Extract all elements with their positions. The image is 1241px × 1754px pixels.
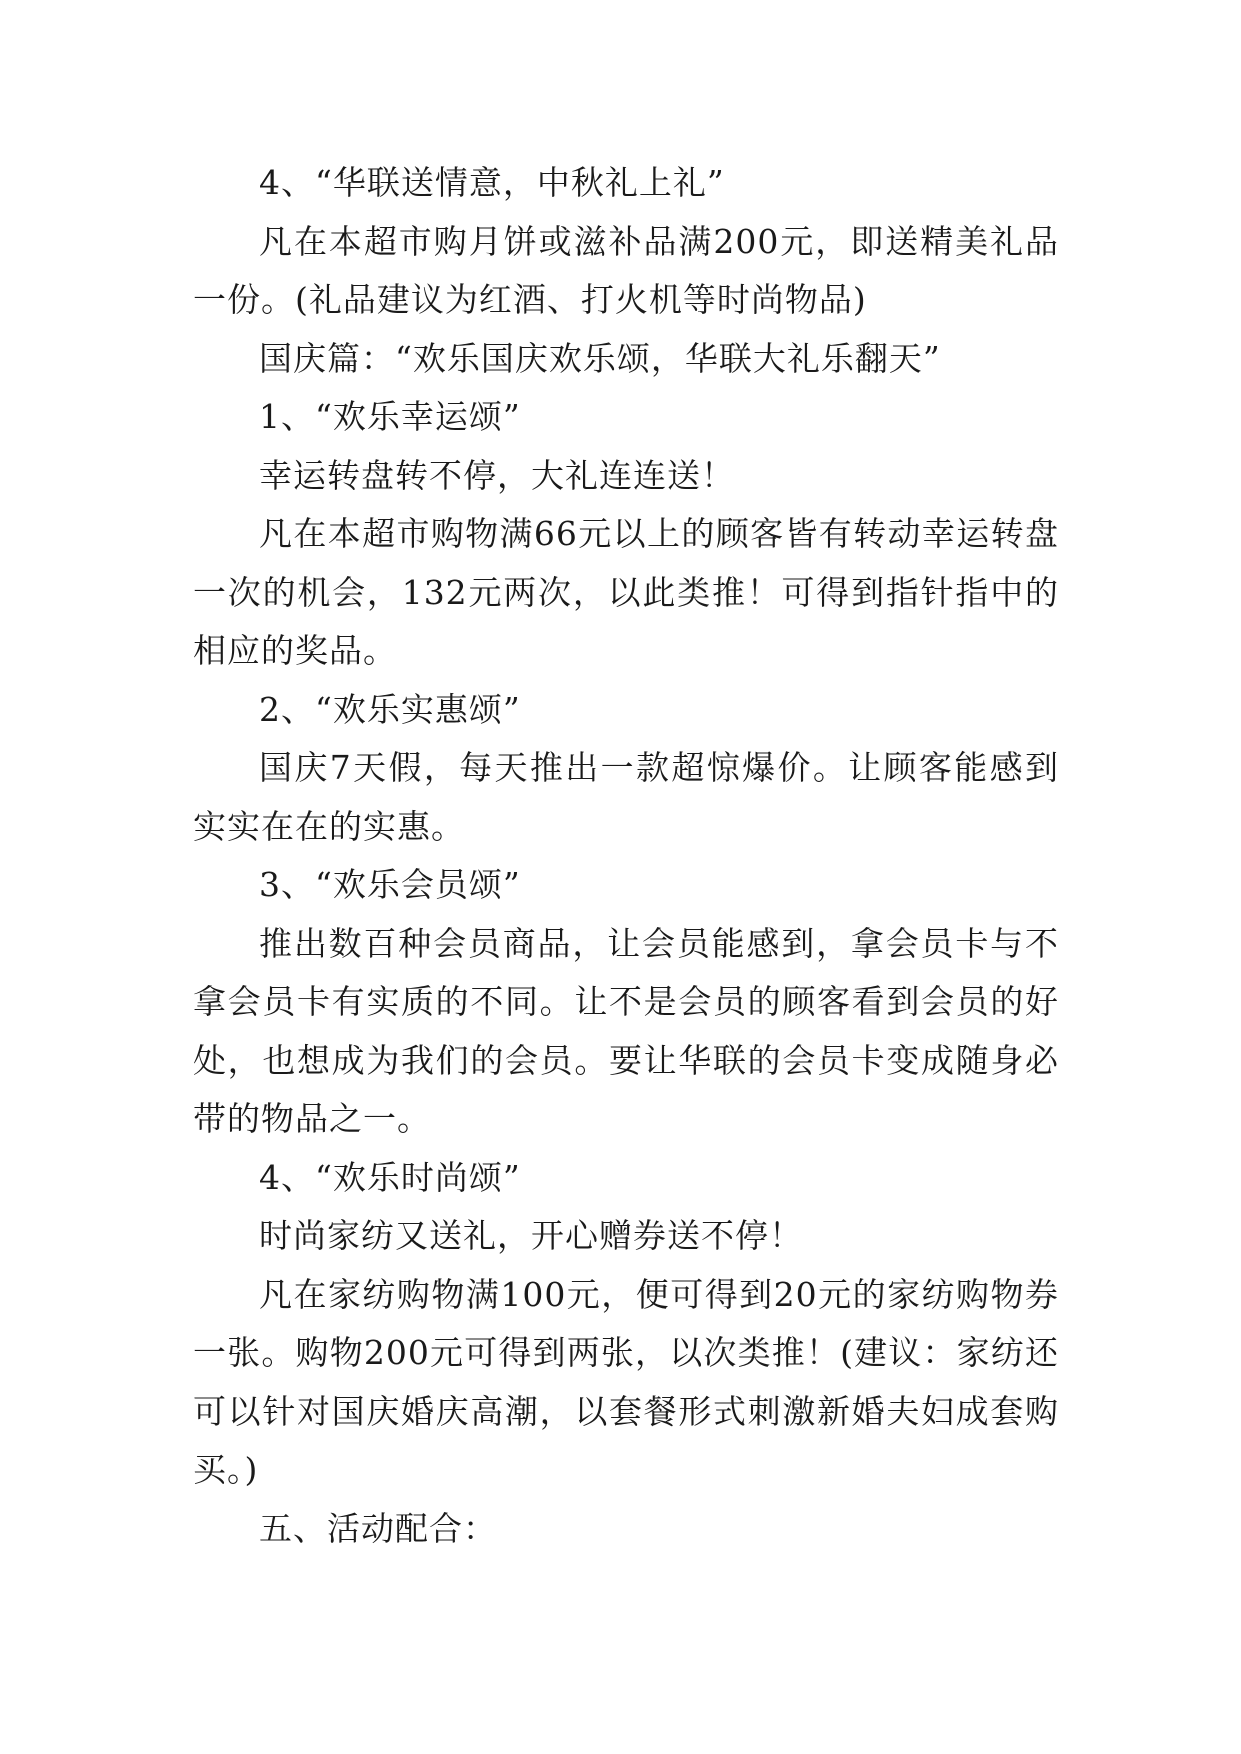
section-heading-mid-autumn-4: 4、“华联送情意，中秋礼上礼” — [259, 163, 725, 202]
section-heading-national-day: 国庆篇：“欢乐国庆欢乐颂，华联大礼乐翻天” — [259, 338, 941, 378]
paragraph-lucky-slogan: 幸运转盘转不停，大礼连连送！ — [259, 455, 735, 495]
paragraph-member-card: 推出数百种会员商品，让会员能感到，拿会员卡与不拿会员卡有实质的不同。让不是会员的顾客看到会员的好处，也想成为我们的会员。要让华联的会员卡变成随身必带的物品之一。 — [193, 923, 1059, 1138]
paragraph-home-textile-coupon: 凡在家纺购物满100元，便可得到20元的家纺购物券一张。购物200元可得到两张，以次类推！(建议：家纺还可以针对国庆婚庆高潮，以套餐形式刺激新婚夫妇成套购买。) — [193, 1274, 1059, 1489]
paragraph-daily-deal: 国庆7天假，每天推出一款超惊爆价。让顾客能感到实实在在的实惠。 — [193, 748, 1059, 846]
section-heading-coordination: 五、活动配合： — [259, 1508, 497, 1548]
section-heading-value: 2、“欢乐实惠颂” — [259, 689, 521, 729]
paragraph-lucky-wheel: 凡在本超市购物满66元以上的顾客皆有转动幸运转盘一次的机会，132元两次，以此类推！可得到指针指中的相应的奖品。 — [193, 514, 1059, 670]
paragraph-mooncake-gift: 凡在本超市购月饼或滋补品满200元，即送精美礼品一份。(礼品建议为红酒、打火机等时尚物品) — [193, 221, 1059, 319]
section-heading-lucky: 1、“欢乐幸运颂” — [259, 397, 521, 436]
document-body — [193, 154, 1059, 1558]
section-heading-fashion: 4、“欢乐时尚颂” — [259, 1157, 521, 1197]
section-heading-member: 3、“欢乐会员颂” — [259, 865, 521, 904]
paragraph-fashion-slogan: 时尚家纺又送礼，开心赠券送不停！ — [259, 1216, 803, 1255]
